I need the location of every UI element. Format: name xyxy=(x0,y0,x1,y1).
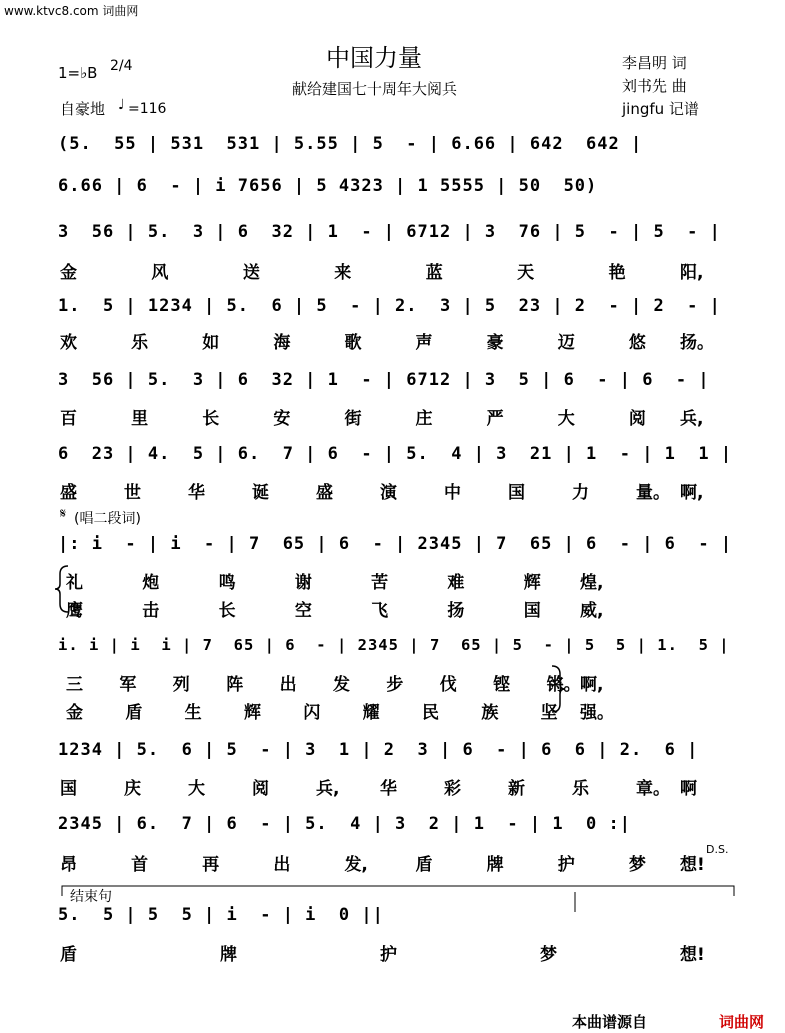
notation-line: |: i - | i - | 7 65 | 6 - | 2345 | 7 65 | 6 - | 6 - | xyxy=(58,534,733,554)
lyric-word: 阵 xyxy=(226,675,244,695)
page-title: 中国力量 xyxy=(326,44,422,72)
lyric-word: 阅 xyxy=(628,409,646,429)
lyric-word: 章。 xyxy=(636,779,670,799)
footer-source-label: 本曲谱源自 xyxy=(572,1013,648,1031)
lyric-word: 牌 xyxy=(486,855,504,875)
lyric-word: 威, xyxy=(580,601,604,621)
lyric-word: 再 xyxy=(202,855,220,875)
lyric-word: 兵, xyxy=(316,779,340,799)
lyric-word: 闪 xyxy=(303,703,321,723)
lyric-word: 鸣 xyxy=(218,573,236,593)
lyric-word: 街 xyxy=(344,409,362,429)
lyric-word: 来 xyxy=(334,263,352,283)
lyric-word: 辉 xyxy=(244,703,261,723)
lyric-word: 空 xyxy=(294,601,312,621)
lyric-word: 想! xyxy=(680,945,705,965)
lyric-word: 百 xyxy=(60,409,77,429)
lyric-word: 里 xyxy=(131,409,149,429)
lyric-word: 发 xyxy=(333,675,350,695)
credit-composer: 刘书先 曲 xyxy=(622,77,687,95)
lyric-word: 严 xyxy=(486,409,504,429)
lyric-word: 昂 xyxy=(60,855,77,875)
segno-icon: 𝄋 xyxy=(60,506,67,522)
lyric-word: 歌 xyxy=(344,333,362,353)
lyric-word: 豪 xyxy=(486,333,504,353)
lyric-word: 锵。 xyxy=(546,675,581,695)
tempo-note-icon: ♩ xyxy=(118,97,125,113)
lyric-word: 步 xyxy=(386,675,404,695)
lyric-word: 海 xyxy=(273,333,291,353)
lyric-word: 强。 xyxy=(580,703,614,723)
lyric-word: 啊, xyxy=(680,483,704,503)
notation-line: 1234 | 5. 6 | 5 - | 3 1 | 2 3 | 6 - | 6 6 | 2. 6 | xyxy=(58,740,699,760)
lyric-word: 列 xyxy=(172,675,190,695)
lyric-word: 飞 xyxy=(371,601,389,621)
tempo-value: =116 xyxy=(128,101,167,117)
lyric-word: 阅 xyxy=(252,779,269,799)
footer-brand[interactable]: 词曲网 xyxy=(719,1013,765,1031)
lyric-word: 族 xyxy=(481,703,499,723)
lyric-word: 护 xyxy=(380,945,397,965)
ending-bracket xyxy=(62,886,734,896)
tempo-label: 自豪地 xyxy=(60,100,106,118)
credit-transcriber: jingfu 记谱 xyxy=(622,100,699,118)
time-signature: 2/4 xyxy=(110,58,133,74)
lyric-word: 华 xyxy=(188,483,205,503)
lyric-word: 谢 xyxy=(294,573,312,593)
lyric-word: 礼 xyxy=(66,573,83,593)
lyric-word: 扬。 xyxy=(680,333,714,353)
lyric-word: 铿 xyxy=(493,675,511,695)
lyric-word: 风 xyxy=(151,263,169,283)
lyric-word: 盛 xyxy=(60,483,77,503)
lyric-word: 炮 xyxy=(142,573,160,593)
lyric-word: 安 xyxy=(273,409,291,429)
lyric-word: 辉 xyxy=(523,573,541,593)
lyric-word: 想! xyxy=(680,855,705,875)
key-signature: 1=♭B xyxy=(58,64,98,82)
lyric-word: 牌 xyxy=(220,945,237,965)
notation-line: 3 56 | 5. 3 | 6 32 | 1 - | 6712 | 3 76 | 5 - | 5 - | xyxy=(58,222,721,242)
lyric-word: 演 xyxy=(380,483,397,503)
lyric-word: 悠 xyxy=(628,333,646,353)
lyric-word: 声 xyxy=(415,333,433,353)
lyric-word: 出 xyxy=(279,675,297,695)
lyric-word: 国 xyxy=(523,601,541,621)
lyric-word: 中 xyxy=(444,483,461,503)
lyric-word: 梦 xyxy=(540,945,557,965)
lyric-word: 三 xyxy=(66,675,83,695)
lyric-word: 天 xyxy=(517,263,535,283)
lyric-word: 量。 xyxy=(636,483,670,503)
ending-label: 结束句 xyxy=(70,889,112,905)
lyric-word: 阳, xyxy=(680,263,704,283)
lyric-word: 苦 xyxy=(371,573,389,593)
notation-line: i. i | i i | 7 65 | 6 - | 2345 | 7 65 | 5 - | 5 5 | 1. 5 | xyxy=(58,636,730,654)
verse-brace-left xyxy=(55,566,68,612)
lyric-word: 如 xyxy=(202,333,220,353)
page-subtitle: 献给建国七十周年大阅兵 xyxy=(292,80,458,98)
lyric-word: 军 xyxy=(119,675,137,695)
lyric-word: 扬 xyxy=(447,601,465,621)
lyric-word: 煌, xyxy=(580,573,604,593)
lyric-word: 迈 xyxy=(557,333,575,353)
lyric-word: 民 xyxy=(422,703,439,723)
notation-line: (5. 55 | 531 531 | 5.55 | 5 - | 6.66 | 642 642 | xyxy=(58,134,643,154)
lyric-word: 生 xyxy=(184,703,202,723)
lyric-word: 新 xyxy=(508,779,525,799)
lyric-word: 啊 xyxy=(680,779,697,799)
lyric-word: 难 xyxy=(447,573,465,593)
lyric-word: 长 xyxy=(218,601,236,621)
notation-line: 3 56 | 5. 3 | 6 32 | 1 - | 6712 | 3 5 | 6 - | 6 - | xyxy=(58,370,710,390)
lyric-word: 盾 xyxy=(415,855,433,875)
lyric-word: 盾 xyxy=(125,703,143,723)
site-watermark: www.ktvc8.com 词曲网 xyxy=(4,4,139,18)
lyric-word: 出 xyxy=(273,855,291,875)
lyric-word: 耀 xyxy=(362,703,380,723)
notation-line: 1. 5 | 1234 | 5. 6 | 5 - | 2. 3 | 5 23 | 2 - | 2 - | xyxy=(58,296,721,316)
lyric-word: 坚 xyxy=(540,703,558,723)
lyric-word: 欢 xyxy=(60,333,77,353)
lyric-word: 击 xyxy=(142,601,160,621)
lyric-word: 啊, xyxy=(580,675,604,695)
lyric-word: 蓝 xyxy=(425,263,443,283)
lyric-word: 金 xyxy=(66,703,83,723)
lyric-word: 华 xyxy=(380,779,397,799)
lyric-word: 金 xyxy=(60,263,77,283)
notation-line: 6.66 | 6 - | i 7656 | 5 4323 | 1 5555 | 50 50) xyxy=(58,176,598,196)
lyric-word: 彩 xyxy=(444,779,461,799)
lyric-word: 大 xyxy=(557,409,575,429)
verse-brace-right xyxy=(552,666,565,712)
ds-mark: D.S. xyxy=(706,843,729,856)
lyric-word: 送 xyxy=(242,263,260,283)
lyric-word: 力 xyxy=(572,483,589,503)
lyric-word: 护 xyxy=(557,855,575,875)
lyric-word: 诞 xyxy=(252,483,269,503)
lyric-word: 首 xyxy=(131,855,149,875)
notation-line: 5. 5 | 5 5 | i - | i 0 || xyxy=(58,905,384,925)
lyric-word: 盾 xyxy=(60,945,77,965)
second-verse-note: (唱二段词) xyxy=(74,511,141,527)
lyric-word: 大 xyxy=(188,779,205,799)
notation-line: 2345 | 6. 7 | 6 - | 5. 4 | 3 2 | 1 - | 1 0 :| xyxy=(58,814,631,834)
lyric-word: 乐 xyxy=(131,333,149,353)
lyric-word: 鹰 xyxy=(66,601,83,621)
lyric-word: 世 xyxy=(124,483,141,503)
lyric-word: 乐 xyxy=(572,779,589,799)
lyric-word: 盛 xyxy=(316,483,333,503)
lyric-word: 庆 xyxy=(124,779,141,799)
lyric-word: 长 xyxy=(202,409,220,429)
lyric-word: 兵, xyxy=(680,409,704,429)
lyric-word: 国 xyxy=(60,779,77,799)
lyric-word: 发, xyxy=(344,855,368,875)
lyric-word: 伐 xyxy=(439,675,457,695)
credit-lyricist: 李昌明 词 xyxy=(622,54,687,72)
lyric-word: 国 xyxy=(508,483,525,503)
lyric-word: 庄 xyxy=(415,409,433,429)
notation-line: 6 23 | 4. 5 | 6. 7 | 6 - | 5. 4 | 3 21 | 1 - | 1 1 | xyxy=(58,444,733,464)
lyric-word: 艳 xyxy=(608,263,626,283)
lyric-word: 梦 xyxy=(628,855,646,875)
